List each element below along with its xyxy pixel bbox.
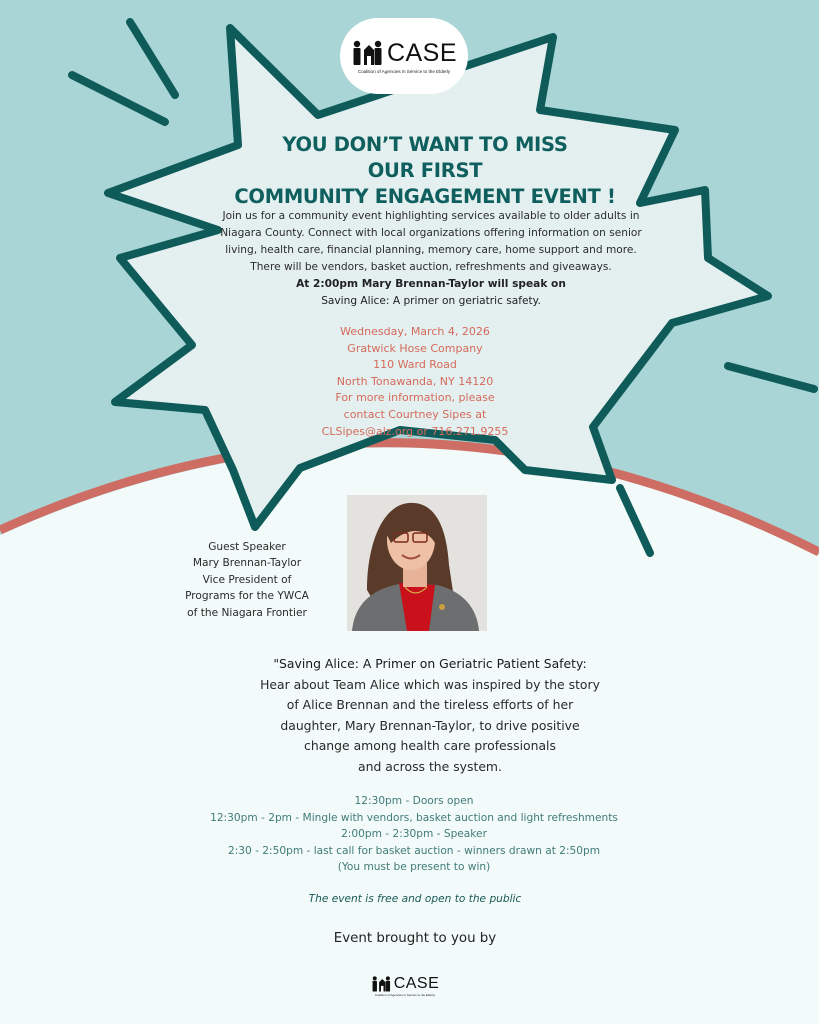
event-details xyxy=(290,324,540,440)
contact-info: CLSipes@alz.org or 716.271.9255 xyxy=(321,424,509,438)
schedule-item: (You must be present to win) xyxy=(337,861,491,874)
info-line: contact Courtney Sipes at xyxy=(343,407,487,421)
caption-line: Mary Brennan-Taylor xyxy=(192,557,302,570)
headline-line: YOU DON’T WANT TO MISS xyxy=(282,133,568,156)
abstract-line: of Alice Brennan and the tireless efforts of her xyxy=(286,697,574,713)
event-schedule xyxy=(170,793,658,876)
headline-line: COMMUNITY ENGAGEMENT EVENT ! xyxy=(234,185,616,208)
intro-text xyxy=(196,208,666,310)
logo-wordmark: CASE xyxy=(393,975,440,992)
caption-line: Guest Speaker xyxy=(208,541,286,553)
headline xyxy=(190,132,660,210)
speaker-announcement: At 2:00pm Mary Brennan-Taylor will speak on xyxy=(296,278,566,290)
schedule-item: 12:30pm - Doors open xyxy=(354,795,474,807)
case-logo-bottom xyxy=(360,966,450,1006)
family-icon xyxy=(351,39,383,67)
abstract-line: and across the system. xyxy=(358,758,502,774)
schedule-item: 2:00pm - 2:30pm - Speaker xyxy=(341,828,487,841)
logo-subtitle: Coalition of Agencies in Service to the Elderly xyxy=(357,68,451,74)
guest-speaker-caption xyxy=(172,539,322,621)
event-street: 110 Ward Road xyxy=(373,358,457,372)
caption-line: Programs for the YWCA xyxy=(185,590,309,603)
case-logo-top xyxy=(340,18,468,94)
schedule-item: 12:30pm - 2pm - Mingle with vendors, basket auction and light refreshments xyxy=(210,811,618,824)
abstract-title: "Saving Alice: A Primer on Geriatric Patient Safety: xyxy=(273,656,587,671)
intro-line: There will be vendors, basket auction, refreshments and giveaways. xyxy=(250,261,612,273)
logo-subtitle: Coalition of Agencies in Service to the Elderly xyxy=(374,993,436,997)
free-event-note: The event is free and open to the public xyxy=(308,893,522,905)
event-date: Wednesday, March 4, 2026 xyxy=(340,325,490,338)
talk-abstract xyxy=(230,654,630,778)
info-line: For more information, please xyxy=(335,391,495,405)
talk-title: Saving Alice: A primer on geriatric safety. xyxy=(321,295,541,307)
abstract-line: Hear about Team Alice which was inspired by the story xyxy=(260,676,600,692)
logo-wordmark: CASE xyxy=(386,38,458,67)
schedule-item: 2:30 - 2:50pm - last call for basket auction - winners drawn at 2:50pm xyxy=(227,844,601,857)
abstract-line: daughter, Mary Brennan-Taylor, to drive positive xyxy=(280,717,580,733)
event-venue: Gratwick Hose Company xyxy=(347,341,483,355)
speaker-photo xyxy=(347,495,487,631)
caption-line: Vice President of xyxy=(202,573,292,586)
sponsor-heading: Event brought to you by xyxy=(333,931,497,946)
family-icon xyxy=(371,975,391,993)
event-city: North Tonawanda, NY 14120 xyxy=(336,374,494,388)
intro-line: Niagara County. Connect with local organizations offering information on senior xyxy=(220,227,642,239)
abstract-line: change among health care professionals xyxy=(304,738,556,754)
intro-line: living, health care, financial planning, memory care, home support and more. xyxy=(225,244,637,256)
caption-line: of the Niagara Frontier xyxy=(187,606,307,619)
headline-line: OUR FIRST xyxy=(367,159,483,182)
intro-line: Join us for a community event highlighting services available to older adults in xyxy=(222,210,640,222)
